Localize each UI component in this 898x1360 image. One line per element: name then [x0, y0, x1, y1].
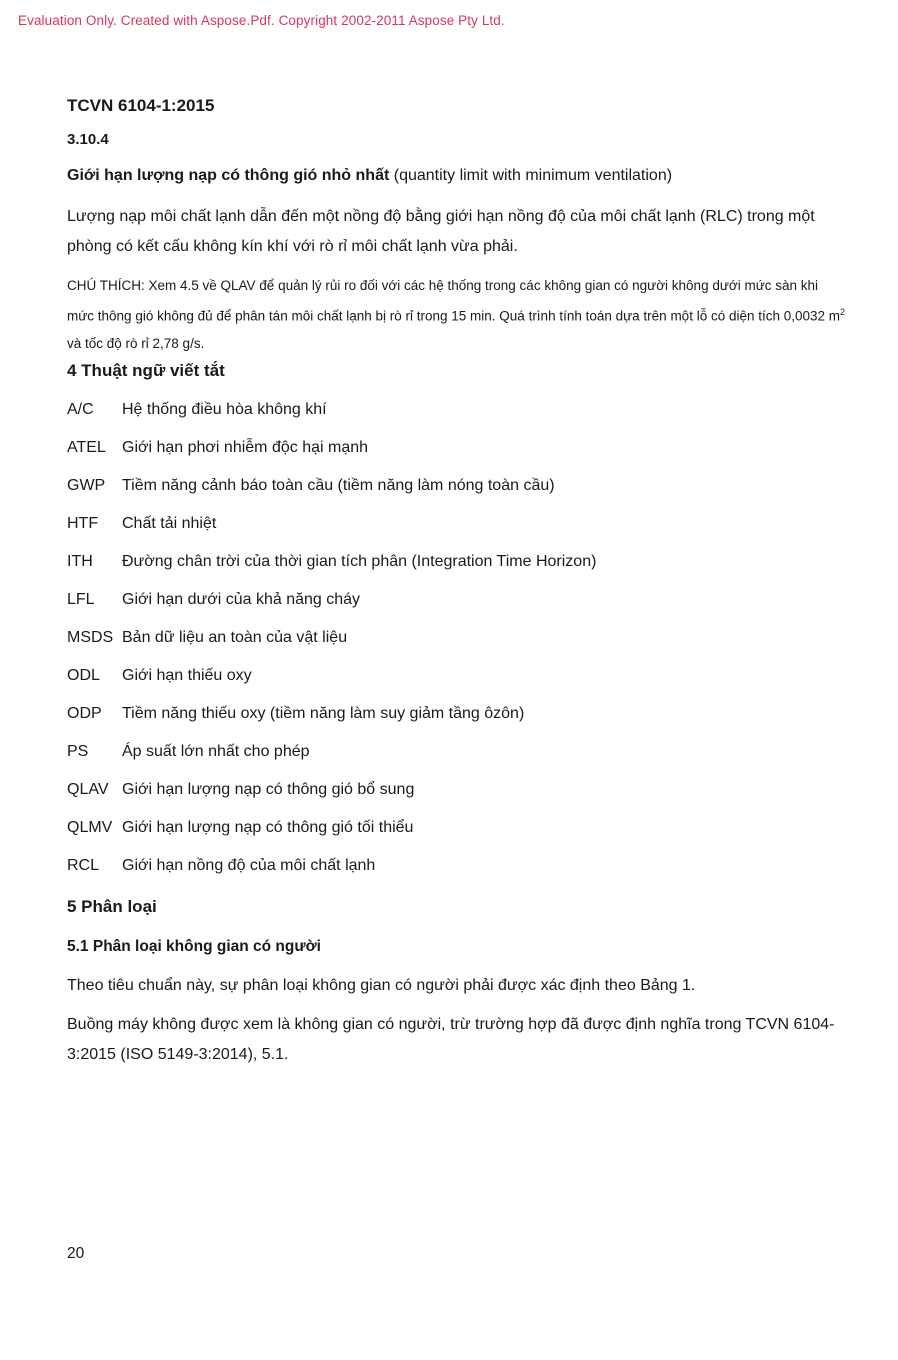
- abbreviation-meaning: Giới hạn phơi nhiễm độc hại mạnh: [122, 439, 369, 456]
- abbreviation-code: ODP: [67, 705, 102, 722]
- standard-code-header: TCVN 6104-1:2015: [67, 96, 215, 115]
- subsection-5-1-heading: 5.1 Phân loại không gian có người: [67, 938, 321, 955]
- abbreviation-meaning: Đường chân trời của thời gian tích phân (Integration Time Horizon): [122, 553, 597, 570]
- section-4-heading: 4 Thuật ngữ viết tắt: [67, 361, 225, 380]
- abbreviation-row: [67, 667, 252, 691]
- abbreviation-meaning: Giới hạn thiếu oxy: [122, 667, 252, 684]
- abbreviation-code: A/C: [67, 401, 94, 418]
- paragraph-classification: Theo tiêu chuẩn này, sự phân loại không gian có người phải được xác định theo Bảng 1.: [67, 977, 696, 994]
- abbreviation-meaning: Giới hạn lượng nạp có thông gió bổ sung: [122, 781, 415, 798]
- evaluation-watermark: Evaluation Only. Created with Aspose.Pdf. Copyright 2002-2011 Aspose Pty Ltd.: [18, 13, 505, 28]
- abbreviation-code: ODL: [67, 667, 100, 684]
- abbreviation-code: ATEL: [67, 439, 106, 456]
- abbreviation-meaning: Chất tải nhiệt: [122, 515, 217, 532]
- abbreviation-meaning: Hệ thống điều hòa không khí: [122, 401, 327, 418]
- abbreviation-row: [67, 515, 216, 539]
- note-text: CHÚ THÍCH: Xem 4.5 về QLAV để quản lý rủi ro đối với các hệ thống trong các không gian có người không dưới mức sàn khi mức thông gió không đủ để phân tán môi chất lạnh bị rò rỉ trong 15 min. Quá trình tính toán dựa trên một lỗ có diện tích 0,0032 m: [67, 278, 841, 324]
- note-superscript: 2: [840, 307, 846, 317]
- abbreviation-row: [67, 705, 524, 729]
- abbreviation-row: [67, 439, 368, 463]
- abbreviation-meaning: Giới hạn lượng nạp có thông gió tối thiểu: [122, 819, 414, 836]
- clause-definition: Lượng nạp môi chất lạnh dẫn đến một nồng độ bằng giới hạn nồng độ của môi chất lạnh (RLC) trong một phòng có kết cấu không kín khí với rò rỉ môi chất lạnh vừa phải.: [67, 208, 815, 255]
- clause-note: [67, 272, 847, 357]
- abbreviation-code: GWP: [67, 477, 106, 494]
- abbreviation-row: [67, 819, 413, 843]
- abbreviation-meaning: Bản dữ liệu an toàn của vật liệu: [122, 629, 348, 646]
- paragraph-machinery-room: Buồng máy không được xem là không gian có người, trừ trường hợp đã được định nghĩa trong TCVN 6104-3:2015 (ISO 5149-3:2014), 5.1.: [67, 1016, 835, 1063]
- abbreviation-code: PS: [67, 743, 89, 760]
- term-vietnamese: Giới hạn lượng nạp có thông gió nhỏ nhất: [67, 167, 390, 184]
- abbreviation-row: [67, 781, 414, 805]
- abbreviation-code: QLAV: [67, 781, 109, 798]
- abbreviation-meaning: Tiềm năng thiếu oxy (tiềm năng làm suy giảm tầng ôzôn): [122, 705, 525, 722]
- abbreviation-row: [67, 743, 310, 767]
- section-5-heading: 5 Phân loại: [67, 897, 157, 916]
- clause-number: 3.10.4: [67, 131, 109, 148]
- abbreviation-row: [67, 401, 327, 425]
- abbreviation-row: [67, 591, 360, 615]
- abbreviation-code: LFL: [67, 591, 95, 608]
- abbreviation-code: MSDS: [67, 629, 114, 646]
- page-number: 20: [67, 1245, 85, 1262]
- clause-term: [67, 167, 672, 185]
- abbreviation-row: [67, 857, 375, 881]
- abbreviation-code: HTF: [67, 515, 99, 532]
- term-english: (quantity limit with minimum ventilation): [393, 167, 673, 184]
- abbreviation-code: QLMV: [67, 819, 113, 836]
- abbreviation-meaning: Giới hạn dưới của khả năng cháy: [122, 591, 361, 608]
- abbreviation-meaning: Giới hạn nồng độ của môi chất lạnh: [122, 857, 376, 874]
- abbreviation-row: [67, 553, 596, 577]
- abbreviation-meaning: Áp suất lớn nhất cho phép: [122, 743, 310, 760]
- abbreviation-code: RCL: [67, 857, 100, 874]
- abbreviation-row: [67, 629, 347, 653]
- abbreviation-row: [67, 477, 555, 501]
- abbreviation-meaning: Tiềm năng cảnh báo toàn cầu (tiềm năng làm nóng toàn cầu): [122, 477, 555, 494]
- abbreviation-code: ITH: [67, 553, 93, 570]
- note-text-end: và tốc độ rò rỉ 2,78 g/s.: [67, 335, 205, 351]
